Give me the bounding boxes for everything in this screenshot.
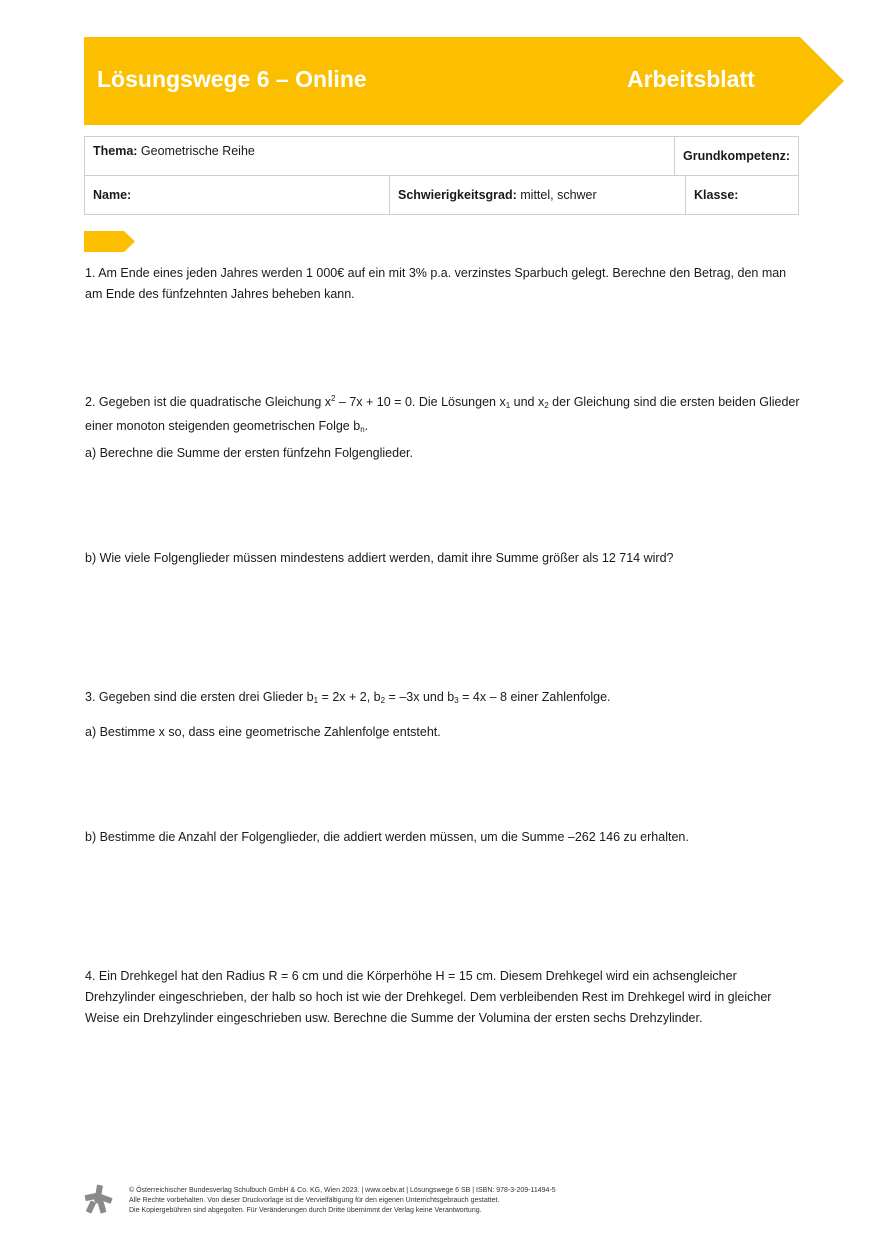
name-cell [85, 176, 390, 215]
schwierigkeit-cell [390, 176, 686, 215]
name-label: Name: [93, 188, 132, 202]
task-2a: a) Berechne die Summe der ersten fünfzehn Folgenglieder. [85, 446, 413, 460]
schwierigkeit-value: mittel, schwer [516, 188, 597, 202]
thema-label: Thema: [93, 144, 138, 158]
task-3-intro: 3. Gegeben sind die ersten drei Glieder $b_1 = 2x + 2$, $b_2 = -3x$ und $b_3 = 4x - 8$ einer Zahlenfolge. [85, 690, 611, 705]
footer-copyright: © Österreichischer Bundesverlag Schulbuch GmbH & Co. KG, Wien 2023. | www.oebv.at | Lösungswege 6 SB | ISBN: 978-3-209-11494-5 [129, 1187, 556, 1194]
footer-rights: Alle Rechte vorbehalten. Von dieser Druckvorlage ist die Vervielfältigung für den eigenen Unterrichtsgebrauch gestattet. [129, 1197, 500, 1204]
grundkompetenz-label: Grundkompetenz: [683, 149, 790, 163]
task-2b: b) Wie viele Folgenglieder müssen mindestens addiert werden, damit ihre Summe größer als 12 714 wird? [85, 551, 674, 565]
page-title: Lösungswege 6 – Online [97, 66, 367, 92]
thema-cell [85, 137, 675, 176]
task-2-intro: 2. Gegeben ist die quadratische Gleichung $x^2 - 7x + 10 = 0$. Die Lösungen $x_1$ und $x_2$ der Gleichung sind die ersten beiden Glieder einer monoton steigenden geometrischen Folge $b_n$. [85, 394, 800, 434]
footer-text [129, 1186, 729, 1216]
schwierigkeit-label: Schwierigkeitsgrad: [398, 188, 517, 202]
klasse-label: Klasse: [694, 188, 739, 202]
task-3a: a) Bestimme x so, dass eine geometrische Zahlenfolge entsteht. [85, 725, 441, 739]
section-tag-arrow [84, 231, 135, 252]
thema-value: Geometrische Reihe [137, 144, 255, 158]
grundkompetenz-cell [675, 137, 799, 176]
task-3b: b) Bestimme die Anzahl der Folgenglieder, die addiert werden müssen, um die Summe –262 146 zu erhalten. [85, 830, 689, 844]
document-type: Arbeitsblatt [627, 66, 755, 92]
klasse-cell [686, 176, 799, 215]
publisher-logo-icon [84, 1184, 114, 1214]
task-4: 4. Ein Drehkegel hat den Radius R = 6 cm und die Körperhöhe H = 15 cm. Diesem Drehkegel wird ein achsengleicher Drehzylinder eingeschrieben, der halb so hoch ist wie der Drehkegel. Dem verbleibenden Rest im Drehkegel wird in gleicher Weise ein Drehzylinder eingeschrieben usw. Berechne die Summe der Volumina der ersten sechs Drehzylinder. [85, 969, 772, 1025]
footer-disclaimer: Die Kopiergebühren sind abgegolten. Für Veränderungen durch Dritte übernimmt der Verlag keine Verantwortung. [129, 1207, 482, 1214]
header-banner [84, 37, 844, 125]
task-1: 1. Am Ende eines jeden Jahres werden 1 000€ auf ein mit 3% p.a. verzinstes Sparbuch gelegt. Berechne den Betrag, den man am Ende des fünfzehnten Jahres beheben kann. [85, 266, 787, 301]
info-table [84, 136, 799, 215]
